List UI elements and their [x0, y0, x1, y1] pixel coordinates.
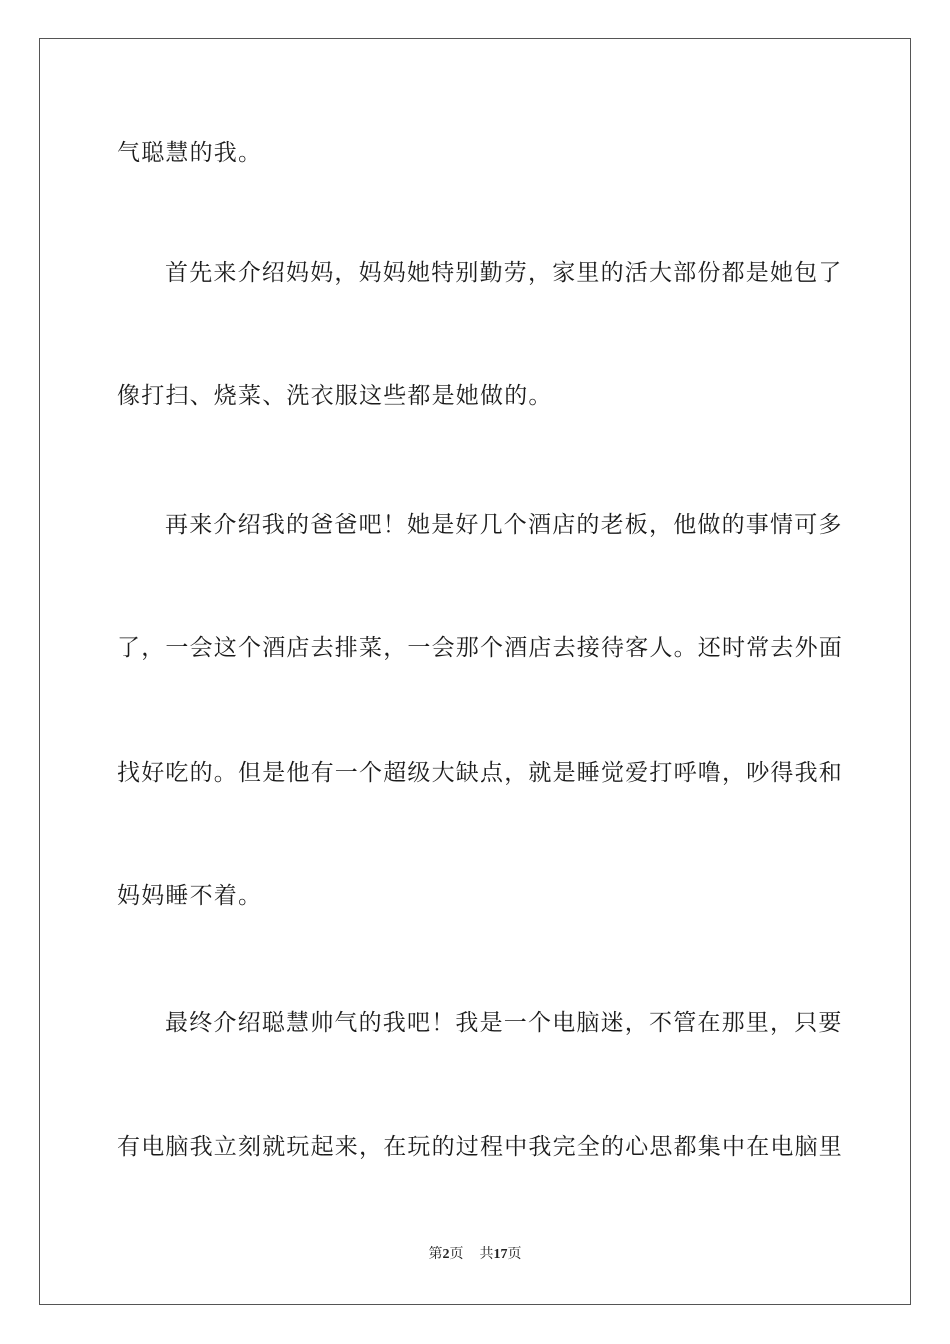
- total-pages-label: 共17页: [479, 1247, 522, 1262]
- paragraph-line: 首先来介绍妈妈，妈妈她特别勤劳，家里的活大部份都是她包了: [165, 260, 843, 286]
- paragraph-line: 最终介绍聪慧帅气的我吧！我是一个电脑迷，不管在那里，只要: [165, 1010, 843, 1036]
- paragraph-line: 了，一会这个酒店去排菜，一会那个酒店去接待客人。还时常去外面: [117, 635, 843, 661]
- page-border: [39, 38, 911, 1305]
- paragraph-line: 妈妈睡不着。: [117, 883, 263, 909]
- paragraph-line: 有电脑我立刻就玩起来，在玩的过程中我完全的心思都集中在电脑里: [117, 1134, 843, 1160]
- page-number-label: 第2页: [428, 1247, 464, 1262]
- paragraph-line: 再来介绍我的爸爸吧！她是好几个酒店的老板，他做的事情可多: [165, 512, 843, 538]
- paragraph-line: 找好吃的。但是他有一个超级大缺点，就是睡觉爱打呼噜，吵得我和: [117, 760, 843, 786]
- paragraph-line: 气聪慧的我。: [117, 140, 263, 166]
- page-footer: [0, 1246, 950, 1264]
- paragraph-line: 像打扫、烧菜、洗衣服这些都是她做的。: [117, 383, 553, 409]
